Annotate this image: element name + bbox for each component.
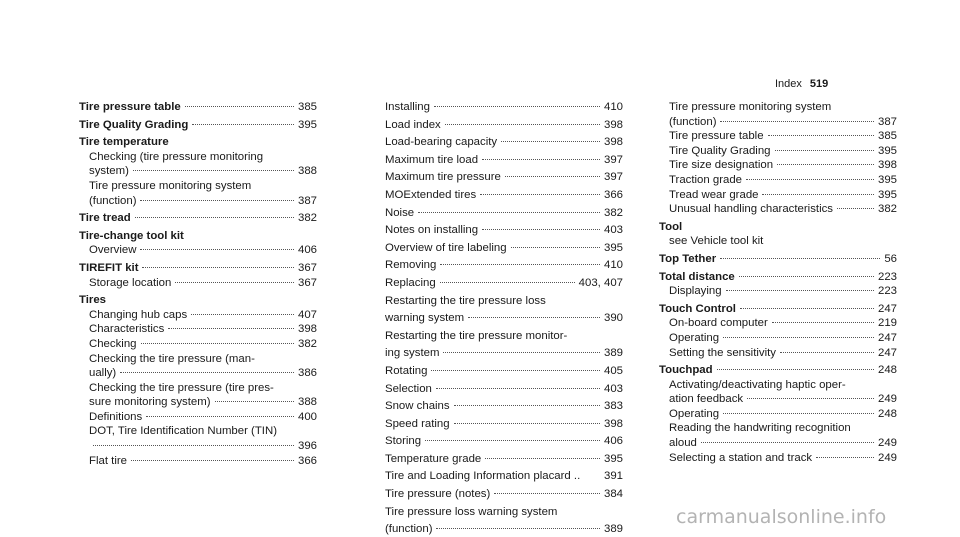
entry-page-number: 385 [297,101,317,113]
index-entry [385,223,623,238]
entry-label: Operating [669,407,720,420]
entry-page-number: 367 [297,276,317,289]
entry-label: Rotating [385,364,428,377]
entry-page-number: 395 [877,144,897,157]
entry-page-number: 389 [603,347,623,360]
entry-page-number: 248 [877,407,897,420]
entry-label: Tire Quality Grading [79,118,189,131]
index-entry [79,135,317,150]
dot-leader [723,337,874,338]
index-entry [385,188,623,203]
index-subentry [79,308,317,323]
entry-label: Checking the tire pressure (tire pres- [89,381,274,394]
entry-label: Characteristics [89,323,165,336]
entry-page-number: 406 [603,435,623,448]
entry-label: Unusual handling characteristics [669,203,833,216]
entry-label: Overview of tire labeling [385,241,507,254]
dot-leader [482,159,600,160]
entry-page-number: 405 [603,364,623,377]
index-subentry [79,179,317,194]
index-entry [659,220,897,235]
index-subentry [659,100,897,115]
index-entry [385,118,623,133]
entry-page-number: 386 [297,367,317,380]
index-entry [385,206,623,221]
entry-label: (function) [669,115,717,128]
page-number: 519 [809,78,829,90]
entry-label: Load-bearing capacity [385,136,498,149]
dot-leader [434,106,600,107]
dot-leader [120,372,294,373]
dot-leader [762,194,874,195]
dot-leader [431,370,600,371]
index-subentry [79,352,317,367]
entry-page-number: 406 [297,244,317,257]
entry-label: Storage location [89,276,172,289]
entry-label: TIREFIT kit [79,261,139,274]
index-subentry [79,276,317,291]
dot-leader [454,423,600,424]
entry-page-number: 391 [603,470,623,483]
index-entry [385,346,623,361]
entry-label: Checking the tire pressure (man- [89,352,255,365]
entry-label: Restarting the tire pressure monitor- [385,329,568,342]
entry-page-number: 383 [603,400,623,413]
entry-label: Touch Control [659,302,736,315]
index-entry [385,329,623,344]
index-subentry [79,337,317,352]
entry-page-number: 385 [877,130,897,143]
entry-page-number: 407 [297,308,317,321]
entry-page-number: 382 [297,212,317,225]
index-subentry [659,202,897,217]
index-entry [659,270,897,285]
index-subentry [659,158,897,173]
dot-leader [816,457,874,458]
index-entry [385,522,623,537]
entry-page-number: 249 [877,451,897,464]
dot-leader [482,229,600,230]
entry-label: Temperature grade [385,452,482,465]
index-subentry [79,424,317,439]
entry-page-number: 367 [297,261,317,274]
entry-label: (function) [89,194,137,207]
watermark-text: carmanualsonline.info [676,506,887,528]
entry-label: Tire pressure monitoring system [89,179,252,192]
index-entry [385,170,623,185]
entry-label: ing system [385,347,440,360]
entry-label: Replacing [385,276,436,289]
entry-page-number: 382 [297,337,317,350]
index-entry [385,135,623,150]
entry-page-number: 398 [297,323,317,336]
entry-label: Tire Quality Grading [669,144,771,157]
index-entry [79,118,317,133]
index-entry [385,311,623,326]
entry-page-number: 395 [603,452,623,465]
dot-leader [142,267,294,268]
entry-page-number: 384 [603,488,623,501]
entry-page-number: 387 [877,115,897,128]
entry-label: Load index [385,118,441,131]
entry-page-number: 400 [297,410,317,423]
index-entry [659,302,897,317]
entry-page-number: 397 [603,153,623,166]
index-entry [385,100,623,115]
dot-leader [726,290,874,291]
dot-leader [443,352,600,353]
entry-label: Tire-change tool kit [79,229,184,242]
index-subentry [79,322,317,337]
entry-page-number: 249 [877,393,897,406]
entry-page-number: 390 [603,312,623,325]
entry-label: Snow chains [385,400,450,413]
index-entry [659,363,897,378]
dot-leader [780,352,874,353]
entry-label: Overview [89,244,137,257]
index-column-3 [659,100,897,465]
entry-page-number: 397 [603,171,623,184]
entry-page-number: 395 [877,173,897,186]
index-subentry [659,436,897,451]
index-entry [385,276,623,291]
dot-leader [777,164,874,165]
dot-leader [723,413,874,414]
entry-label: Reading the handwriting recognition [669,422,851,435]
index-subentry [79,366,317,381]
entry-label: Setting the sensitivity [669,346,776,359]
index-subentry [659,316,897,331]
entry-page-number: 247 [877,346,897,359]
index-subentry [659,451,897,466]
dot-leader [418,212,600,213]
entry-page-number: 248 [877,364,897,377]
section-title: Index [775,78,802,90]
entry-label: (function) [385,523,433,536]
dot-leader [740,308,874,309]
entry-label: Checking (tire pressure monitoring [89,150,264,163]
dot-leader [168,328,294,329]
entry-page-number: 366 [297,454,317,467]
dot-leader [131,460,294,461]
entry-page-number: 247 [877,331,897,344]
index-subentry [659,392,897,407]
index-entry [385,399,623,414]
index-entry [385,434,623,449]
entry-page-number: 382 [603,206,623,219]
index-subentry [79,164,317,179]
dot-leader [480,194,600,195]
entry-label: see Vehicle tool kit [669,235,764,248]
index-subentry [79,410,317,425]
index-entry [385,452,623,467]
index-subentry [659,188,897,203]
dot-leader [445,124,600,125]
dot-leader [746,179,874,180]
index-subentry [79,439,317,454]
index-column-1 [79,100,317,468]
dot-leader [141,343,294,344]
entry-label: Selecting a station and track [669,451,813,464]
index-subentry [659,115,897,130]
entry-label: Tire pressure loss warning system [385,505,558,518]
entry-label: Restarting the tire pressure loss [385,294,546,307]
index-entry [385,294,623,309]
index-subentry [79,194,317,209]
entry-page-number: 366 [603,188,623,201]
dot-leader [135,217,294,218]
entry-page-number: 398 [877,159,897,172]
entry-label: Maximum tire pressure [385,171,501,184]
index-subentry [79,454,317,469]
dot-leader [133,170,294,171]
entry-page-number: 387 [297,194,317,207]
entry-page-number: 223 [877,270,897,283]
index-subentry [79,381,317,396]
entry-page-number: 56 [884,252,897,265]
index-entry [79,261,317,276]
index-entry [385,382,623,397]
dot-leader [720,258,880,259]
entry-label: Tire pressure table [669,130,764,143]
dot-leader [440,282,575,283]
entry-label: Installing [385,101,430,113]
entry-label: Tire temperature [79,136,169,149]
dot-leader [747,398,874,399]
entry-page-number: 398 [603,136,623,149]
dot-leader [191,314,294,315]
index-entry [385,241,623,256]
entry-label: Traction grade [669,173,743,186]
index-entry [79,211,317,226]
entry-label: warning system [385,312,465,325]
index-subentry [79,243,317,258]
entry-page-number: 382 [877,203,897,216]
entry-label: Speed rating [385,417,450,430]
dot-leader [425,440,600,441]
entry-page-number: 388 [297,165,317,178]
dot-leader [468,317,600,318]
entry-label: Noise [385,206,415,219]
entry-label: DOT, Tire Identification Number (TIN) [89,425,277,438]
index-subentry [659,129,897,144]
page-header [775,78,828,90]
entry-page-number: 395 [297,118,317,131]
entry-label: Tool [659,220,683,233]
entry-label: Tire pressure (notes) [385,488,491,501]
entry-label: Notes on installing [385,224,479,237]
entry-page-number: 410 [603,101,623,113]
entry-label: Total distance [659,270,735,283]
dot-leader [93,445,294,446]
index-subentry [659,284,897,299]
index-column-2 [385,100,623,537]
entry-page-number: 396 [297,440,317,453]
index-subentry [659,421,897,436]
entry-page-number: 395 [603,241,623,254]
index-subentry [659,144,897,159]
index-entry [79,293,317,308]
entry-label: Selection [385,382,432,395]
index-entry [385,364,623,379]
dot-leader [140,200,294,201]
entry-label: On-board computer [669,317,768,330]
entry-page-number: 249 [877,437,897,450]
entry-page-number: 247 [877,302,897,315]
index-entry [385,469,623,484]
entry-label: Changing hub caps [89,308,188,321]
dot-leader [768,135,874,136]
entry-label: Flat tire [89,454,127,467]
entry-label: ually) [89,367,117,380]
index-subentry [659,378,897,393]
index-entry [659,252,897,267]
entry-page-number: 395 [877,188,897,201]
entry-label: MOExtended tires [385,188,477,201]
dot-leader [505,176,600,177]
dot-leader [175,282,294,283]
index-entry [385,153,623,168]
index-entry [385,505,623,520]
entry-label: aloud [669,437,697,450]
index-subentry [79,395,317,410]
entry-label: Displaying [669,285,722,298]
entry-label: Removing [385,259,437,272]
entry-label: Tires [79,294,107,307]
dot-leader [454,405,600,406]
dot-leader [146,416,294,417]
entry-label: Operating [669,331,720,344]
dot-leader [440,264,600,265]
dot-leader [837,208,874,209]
entry-label: Tire pressure monitoring system [669,101,832,113]
entry-label: Tread wear grade [669,188,759,201]
entry-page-number: 403 [603,224,623,237]
index-subentry [659,173,897,188]
entry-label: Definitions [89,410,143,423]
entry-page-number: 398 [603,118,623,131]
entry-label: Activating/deactivating haptic oper- [669,378,846,391]
entry-label: Maximum tire load [385,153,479,166]
dot-leader [739,276,874,277]
index-subentry [659,234,897,249]
index-entry [385,487,623,502]
index-entry [79,100,317,115]
dot-leader [494,493,600,494]
dot-leader [772,322,874,323]
dot-leader [436,528,600,529]
index-subentry [659,346,897,361]
dot-leader [701,442,874,443]
entry-page-number: 403 [603,382,623,395]
dot-leader [511,247,600,248]
entry-label: Checking [89,337,137,350]
index-subentry [79,150,317,165]
index-subentry [659,407,897,422]
entry-page-number: 219 [877,317,897,330]
dot-leader [717,369,874,370]
entry-label: Tire pressure table [79,101,181,113]
index-subentry [659,331,897,346]
entry-page-number: 403, 407 [578,276,623,289]
entry-label: sure monitoring system) [89,396,211,409]
dot-leader [436,388,600,389]
entry-label: ation feedback [669,393,744,406]
entry-label: Touchpad [659,364,713,377]
dot-leader [215,401,294,402]
index-entry [385,417,623,432]
entry-page-number: 410 [603,259,623,272]
entry-label: Tire size designation [669,159,774,172]
dot-leader [485,458,600,459]
entry-page-number: 398 [603,417,623,430]
index-entry [385,258,623,273]
entry-page-number: 223 [877,285,897,298]
dot-leader [501,141,600,142]
entry-page-number: 389 [603,523,623,536]
index-entry [79,229,317,244]
dot-leader [192,124,294,125]
entry-label: Tire and Loading Information placard .. [385,470,581,483]
entry-label: Storing [385,435,422,448]
dot-leader [720,121,874,122]
entry-page-number: 388 [297,396,317,409]
entry-label: Top Tether [659,252,717,265]
dot-leader [140,249,294,250]
dot-leader [185,106,294,107]
entry-label: system) [89,165,129,178]
dot-leader [775,150,874,151]
entry-label: Tire tread [79,212,131,225]
